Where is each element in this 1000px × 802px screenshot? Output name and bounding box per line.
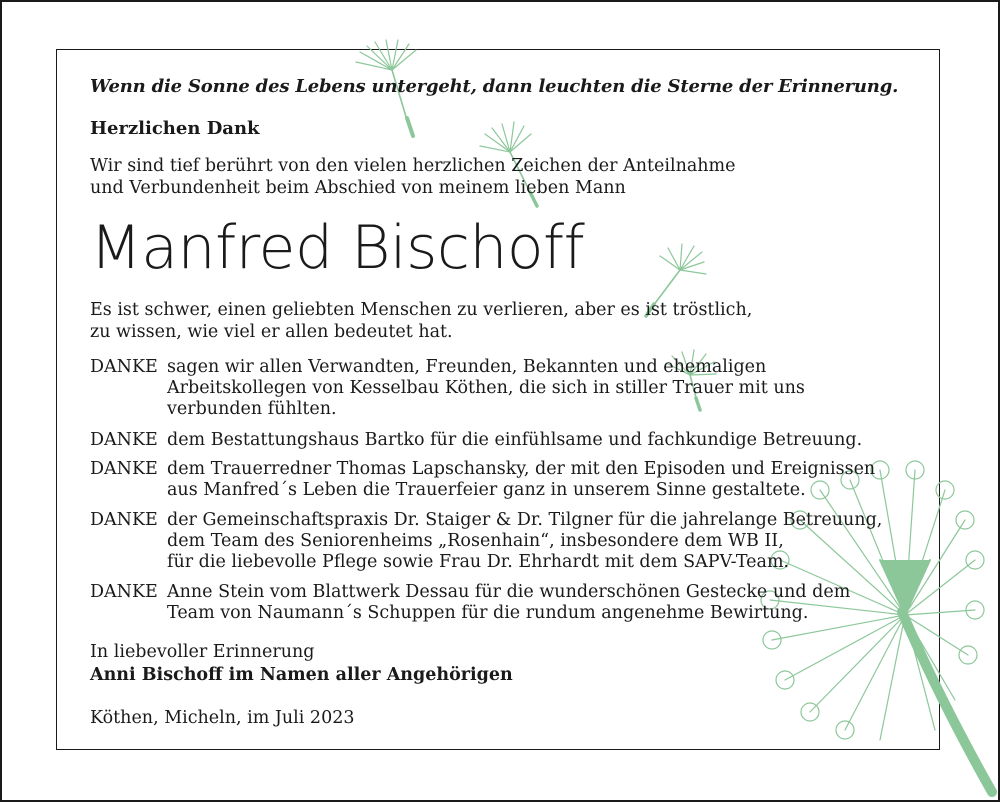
thanks-line: dem Trauerredner Thomas Lapschansky, der mit den Episoden und Ereignissen bbox=[167, 459, 876, 479]
thanks-line: Anne Stein vom Blattwerk Dessau für die wunderschönen Gestecke und dem bbox=[167, 582, 851, 602]
quote-line: Es ist schwer, einen geliebten Menschen zu verlieren, aber es ist tröstlich, bbox=[90, 300, 753, 320]
thanks-line: sagen wir allen Verwandten, Freunden, Bekannten und ehemaligen bbox=[167, 357, 767, 377]
thanks-keyword: DANKE bbox=[90, 459, 158, 479]
intro-line: Wir sind tief berührt von den vielen herzlichen Zeichen der Anteilnahme bbox=[90, 156, 736, 176]
thanks-text bbox=[167, 582, 850, 624]
quote-line: zu wissen, wie viel er allen bedeutet hat. bbox=[90, 322, 453, 342]
thanks-line: für die liebevolle Pflege sowie Frau Dr. Ehrhardt mit dem SAPV-Team. bbox=[167, 552, 790, 572]
thanks-line: dem Team des Seniorenheims „Rosenhain“, insbesondere dem WB II, bbox=[167, 531, 784, 551]
motto: Wenn die Sonne des Lebens untergeht, dann leuchten die Sterne der Erinnerung. bbox=[90, 76, 899, 97]
intro-text bbox=[90, 155, 736, 199]
signers: Anni Bischoff im Namen aller Angehörigen bbox=[90, 665, 513, 685]
thanks-line: dem Bestattungshaus Bartko für die einfühlsame und fachkundige Betreuung. bbox=[167, 430, 863, 450]
intro-line: und Verbundenheit beim Abschied von meinem lieben Mann bbox=[90, 178, 626, 198]
closing-phrase: In liebevoller Erinnerung bbox=[90, 642, 315, 662]
thanks-keyword: DANKE bbox=[90, 582, 158, 602]
thanks-line: verbunden fühlten. bbox=[167, 399, 337, 419]
thanks-text bbox=[167, 430, 862, 451]
thanks-keyword: DANKE bbox=[90, 510, 158, 530]
thanks-keyword: DANKE bbox=[90, 430, 158, 450]
thanks-text bbox=[167, 510, 882, 573]
thanks-line: Team von Naumann´s Schuppen für die rundum angenehme Bewirtung. bbox=[167, 603, 809, 623]
deceased-name: Manfred Bischoff bbox=[90, 213, 585, 283]
thanks-keyword: DANKE bbox=[90, 357, 158, 377]
place-date: Köthen, Micheln, im Juli 2023 bbox=[90, 708, 355, 728]
thanks-text bbox=[167, 357, 805, 420]
heading: Herzlichen Dank bbox=[90, 118, 260, 139]
thanks-line: der Gemeinschaftspraxis Dr. Staiger & Dr. Tilgner für die jahrelange Betreuung, bbox=[167, 510, 883, 530]
thanks-line: Arbeitskollegen von Kesselbau Köthen, die sich in stiller Trauer mit uns bbox=[167, 378, 805, 398]
quote-text bbox=[90, 299, 752, 343]
thanks-text bbox=[167, 459, 875, 501]
thanks-line: aus Manfred´s Leben die Trauerfeier ganz in unserem Sinne gestaltete. bbox=[167, 480, 806, 500]
